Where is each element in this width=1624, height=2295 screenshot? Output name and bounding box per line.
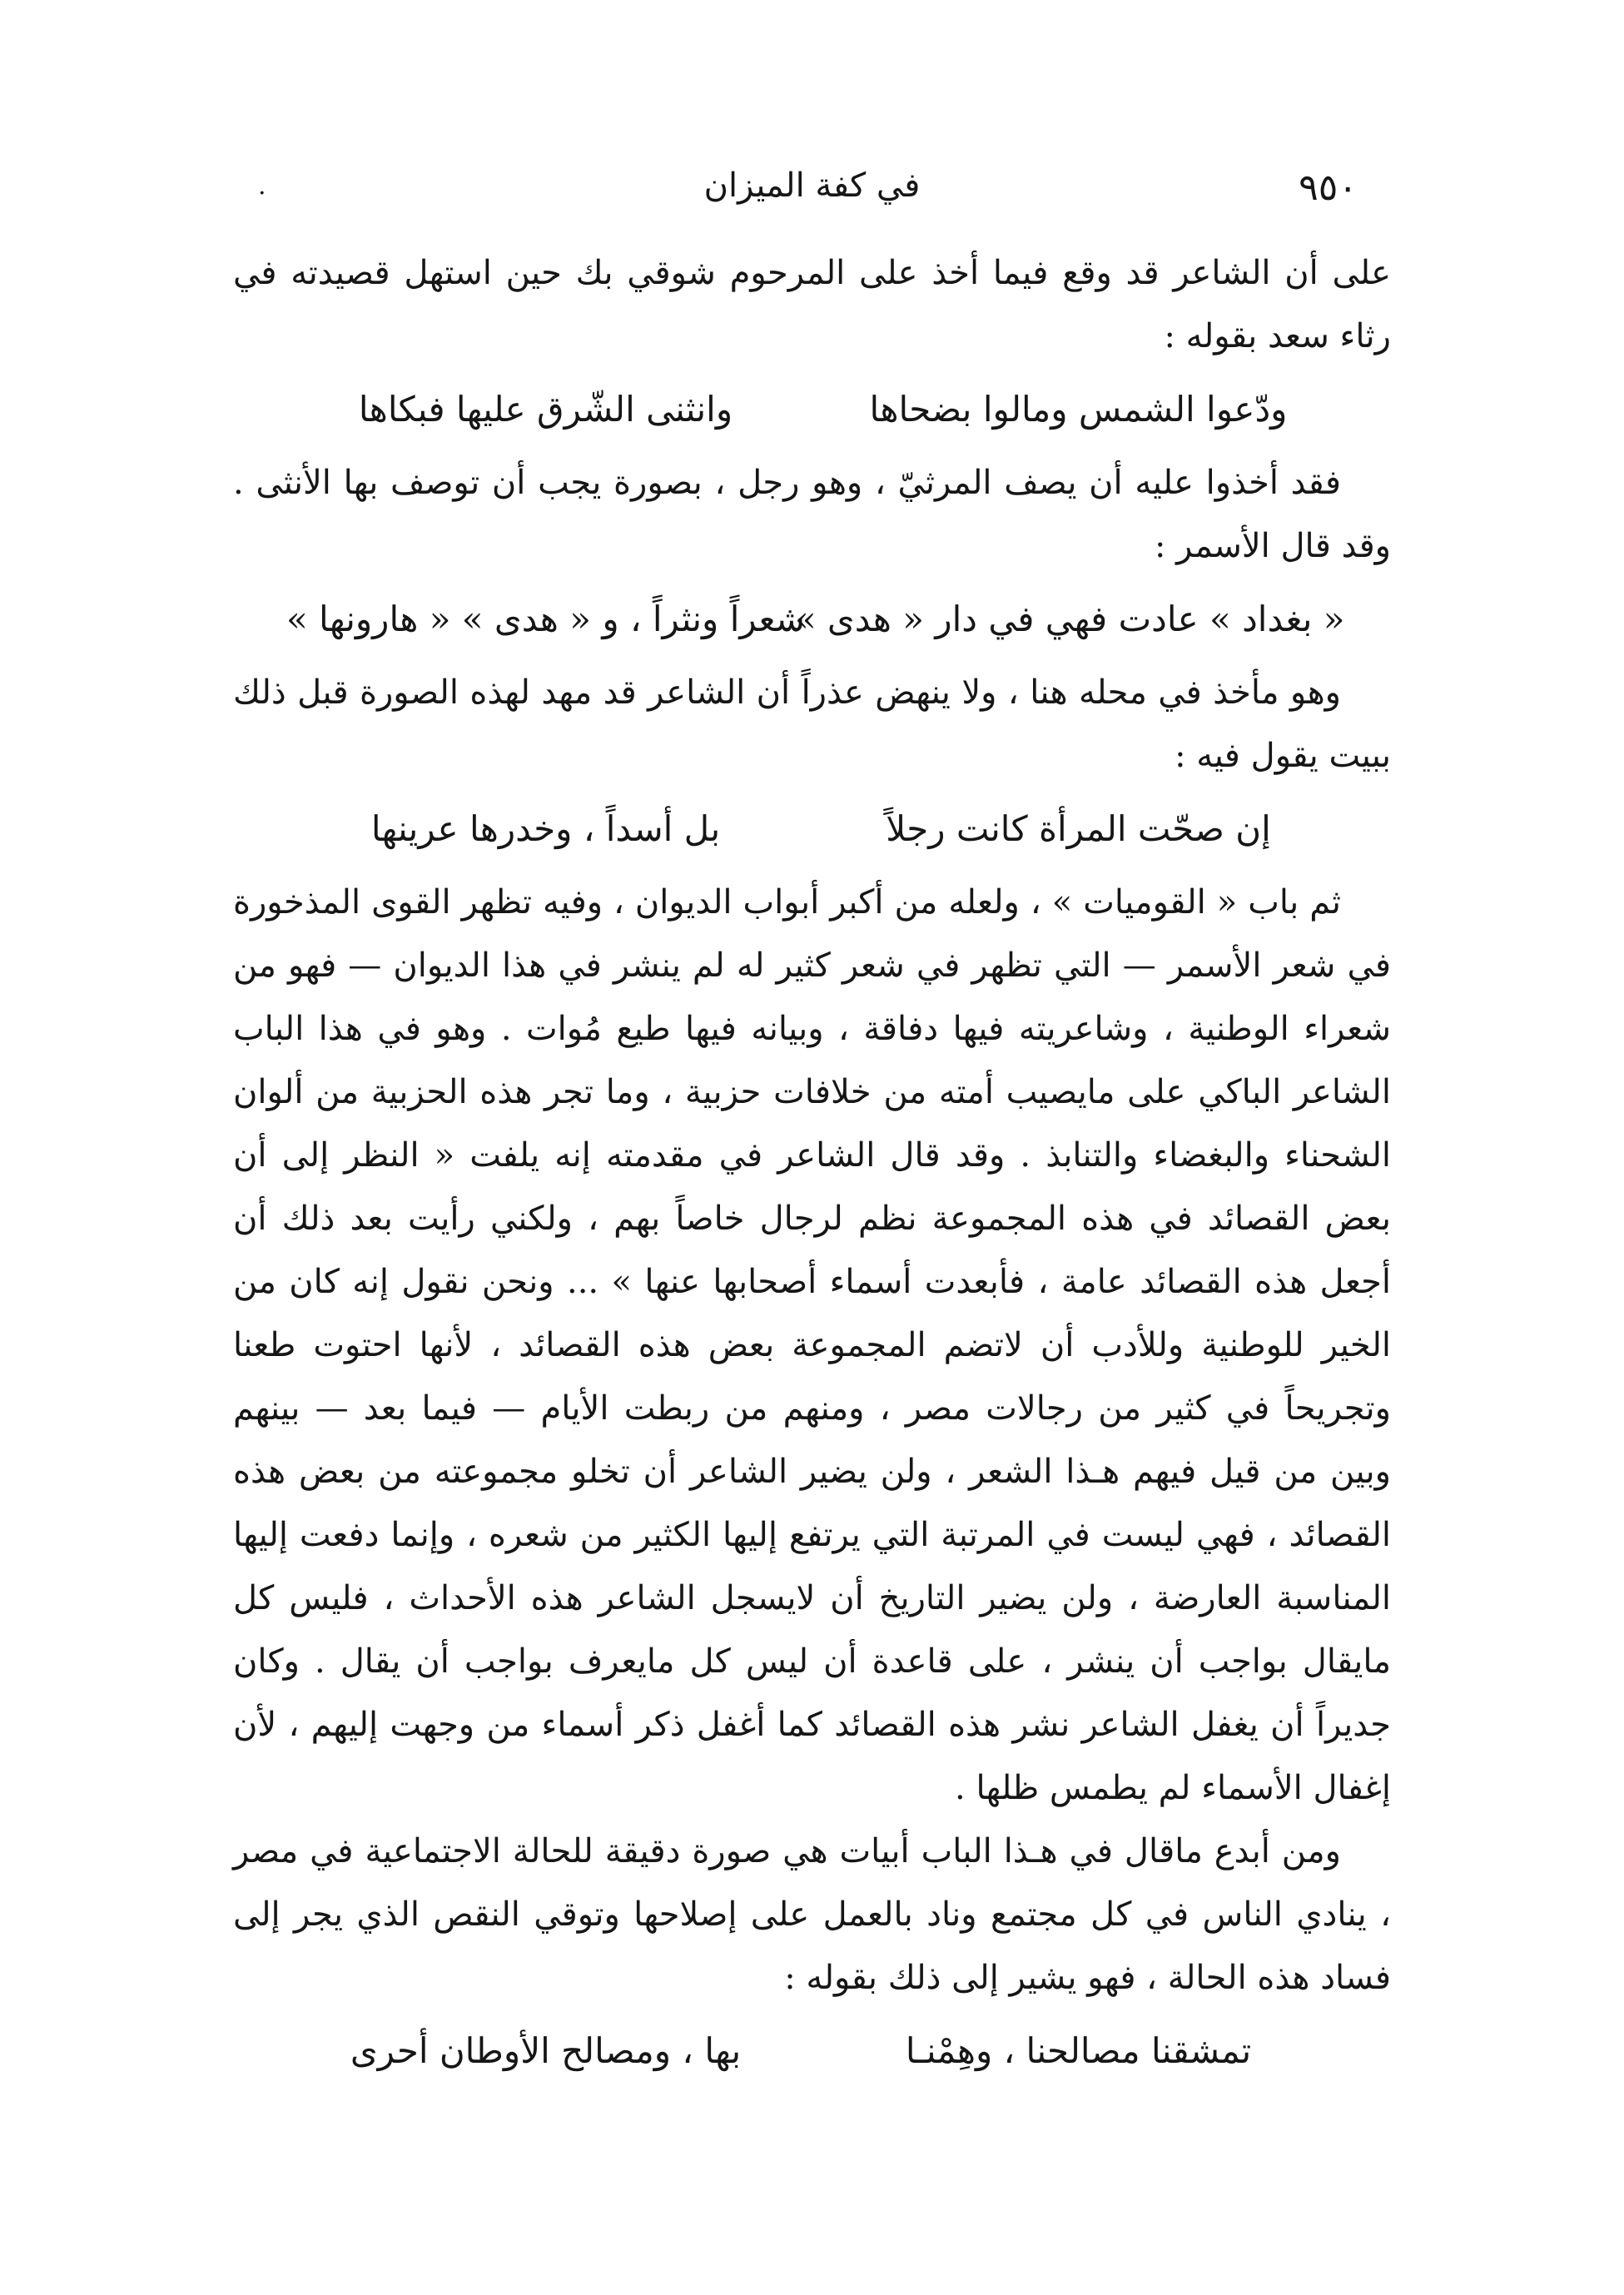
verse-second-hemistich: وانثنى الشّرق عليها فبكاها [358, 389, 733, 430]
verse-first-hemistich: تمشقنا مصالحنا ، وهِمْنـا [905, 2030, 1252, 2071]
verse-line [233, 2013, 1391, 2089]
running-title: في كفة الميزان [703, 166, 921, 205]
paragraph: على أن الشاعر قد وقع فيما أخذ على المرحوم شوقي بك حين استهل قصيدته في رثاء سعد بقوله : [233, 254, 1391, 355]
paragraph: ثم باب « القوميات » ، ولعله من أكبر أبواب الديوان ، وفيه تظهر القوى المذخورة في شعر الأسمر — التي تظهر في شعر كثير له لم ينشر في هذا الديوان — فهو من شعراء الوطنية ، وشاعريته فيها دفاقة ، وبيانه فيها طيع مُوات . وهو في هذا الباب الشاعر الباكي على مايصيب أمته من خلافات حزبية ، وما تجر هذه الحزبية من ألوان الشحناء والبغضاء والتنابذ . وقد قال الشاعر في مقدمته إنه يلفت « النظر إلى أن بعض القصائد في هذه المجموعة نظم لرجال خاصاً بهم ، ولكني رأيت بعد ذلك أن أجعل هذه القصائد عامة ، فأبعدت أسماء أصحابها عنها » ... ونحن نقول إنه كان من الخير للوطنية وللأدب أن لاتضم المجموعة بعض هذه القصائد ، لأنها احتوت طعنا وتجريحاً في كثير من رجالات مصر ، ومنهم من ربطت الأيام — فيما بعد — بينهم وبين من قيل فيهم هـذا الشعر ، ولن يضير الشاعر أن تخلو مجموعته من بعض هذه القصائد ، فهي ليست في المرتبة التي يرتفع إليها الكثير من شعره ، وإنما دفعت إليها المناسبة العارضة ، ولن يضير التاريخ أن لايسجل الشاعر هذه الأحداث ، فليس كل مايقال بواجب أن ينشر ، على قاعدة أن ليس كل مايعرف بواجب أن يقال . وكان جديراً أن يغفل الشاعر نشر هذه القصائد كما أغفل ذكر أسماء من وجهت إليهم ، لأن إغفال الأسماء لم يطمس ظلها . [233, 883, 1391, 1807]
verse-second-hemistich: بها ، ومصالح الأوطان أحرى [350, 2030, 742, 2071]
verse-line [233, 791, 1391, 867]
page-header [225, 166, 1399, 225]
paragraph: ومن أبدع ماقال في هـذا الباب أبيات هي صورة دقيقة للحالة الاجتماعية في مصر ، ينادي الناس في كل مجتمع وناد بالعمل على إصلاحها وتوقي النقص الذي يجر إلى فساد هذه الحالة ، فهو يشير إلى ذلك بقوله : [233, 1832, 1391, 1997]
verse-first-hemistich: إن صحّت المرأة كانت رجلاً [886, 808, 1271, 849]
verse-second-hemistich: بل أسداً ، وخدرها عرينها [370, 808, 721, 849]
paragraph: وهو مأخذ في محله هنا ، ولا ينهض عذراً أن الشاعر قد مهد لهذه الصورة قبل ذلك ببيت يقول فيه : [233, 673, 1391, 775]
paragraph: فقد أخذوا عليه أن يصف المرثيّ ، وهو رجل ، بصورة يجب أن توصف بها الأنثى . وقد قال الأسمر : [233, 464, 1391, 565]
verse-line [233, 581, 1391, 658]
verse-first-hemistich: ودّعوا الشمس ومالوا بضحاها [869, 389, 1288, 430]
verse-line [233, 371, 1391, 448]
verse-first-hemistich: « بغداد » عادت فهي في دار « هدى » [794, 599, 1345, 639]
verse-second-hemistich: شعراً ونثراً ، و « هدى » « هارونها » [286, 599, 805, 639]
header-dot: . [258, 171, 266, 201]
page-number: ٩٥٠ [1299, 166, 1358, 209]
page-body [233, 241, 1391, 2093]
